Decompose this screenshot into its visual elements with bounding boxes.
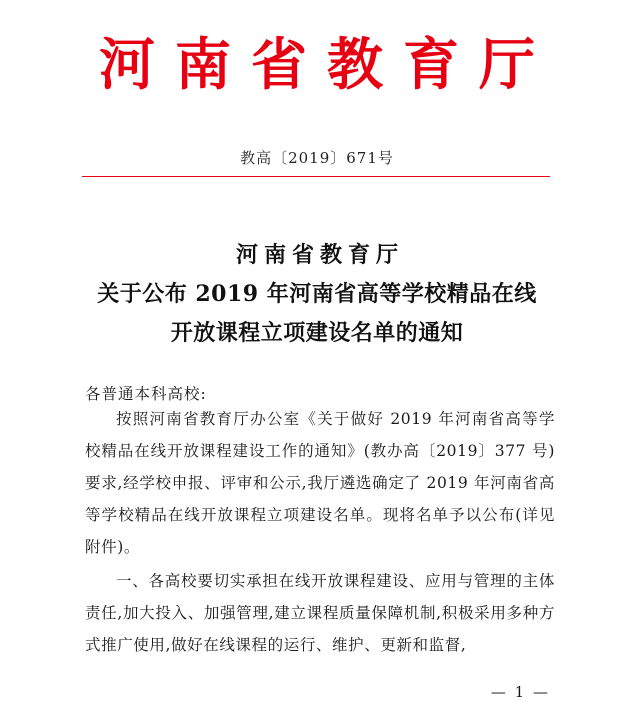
notice-title-issuer: 河南省教育厅 (235, 242, 404, 268)
page-number: — 1 — (490, 683, 550, 701)
document-number: 教高〔2019〕671号 (240, 149, 394, 167)
paragraph-text: 按照河南省教育厅办公室《关于做好 2019 年河南省高等学校精品在线开放课程建设工作的通知》(教办高〔2019〕377 号)要求,经学校申报、评审和公示,我厅遴选确定了 2019 年河南省高等学校精品在线开放课程立项建设名单。现将名单予以公布(详见附件)。 (85, 410, 555, 556)
masthead-title: 河南省教育厅 (99, 32, 555, 98)
body-paragraph-intro (85, 403, 555, 563)
red-separator-rule (82, 176, 550, 177)
notice-title-line-1: 关于公布 2019 年河南省高等学校精品在线 (97, 281, 537, 307)
paragraph-text: 一、各高校要切实承担在线开放课程建设、应用与管理的主体责任,加大投入、加强管理,建立课程质量保障机制,积极采用多种方式推广使用,做好在线课程的运行、维护、更新和监督, (85, 572, 555, 654)
salutation: 各普通本科高校: (85, 385, 207, 403)
body-paragraph-item-one (85, 565, 555, 661)
notice-title-line-2: 开放课程立项建设名单的通知 (170, 320, 464, 346)
